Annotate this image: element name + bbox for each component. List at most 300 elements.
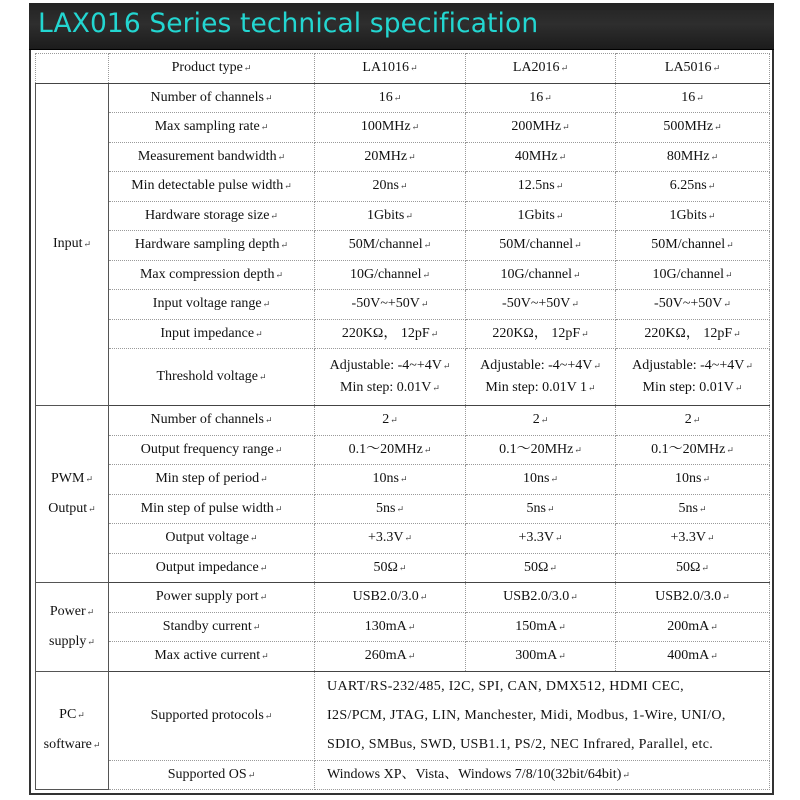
spec-value-cell-text: 400mA [667,648,710,664]
paragraph-mark-icon: ↵ [264,710,273,721]
header-row [36,54,770,84]
paragraph-mark-icon: ↵ [420,299,429,310]
spec-label-cell-text: Hardware sampling depth [134,237,280,253]
threshold-line [317,377,463,399]
spec-label-cell-text: Max compression depth [139,266,275,282]
section-label [36,406,109,583]
spec-value-cell [315,435,466,465]
spec-table [35,53,770,790]
paragraph-mark-icon: ↵ [407,621,416,632]
paragraph-mark-icon: ↵ [399,474,408,485]
spec-value-cell [466,435,616,465]
paragraph-mark-icon: ↵ [554,533,563,544]
spec-value-cell [616,435,770,465]
spec-value-cell [616,406,770,436]
paragraph-mark-icon: ↵ [555,181,564,192]
section-label-text: supply [49,633,87,649]
section-label-text: PC [59,707,77,723]
spec-label-cell-text: Max active current [154,648,261,664]
paragraph-mark-icon: ↵ [574,444,582,455]
paragraph-mark-icon: ↵ [411,122,420,133]
threshold-line [618,355,767,377]
paragraph-mark-icon: ↵ [714,122,722,133]
paragraph-mark-icon: ↵ [546,503,555,514]
spec-value-cell-text: 300mA [515,648,558,664]
spec-value-cell [616,553,770,583]
spec-value-cell-text: 5ns [526,500,546,516]
table-row [36,494,770,524]
spec-value-cell [315,583,466,613]
spec-label-cell-text: Standby current [162,618,252,634]
spec-value-cell [315,231,466,261]
spec-value-cell [315,642,466,672]
spec-label-cell [109,113,315,143]
spec-value-cell [466,113,616,143]
spec-value-cell [616,612,770,642]
table-row [36,760,770,790]
threshold-line [317,355,463,377]
spec-value-cell [616,113,770,143]
spec-value-cell [466,583,616,613]
spec-value-cell-text: USB2.0/3.0 [352,589,419,605]
paragraph-mark-icon: ↵ [723,299,731,310]
table-row [36,524,770,554]
spec-value-cell [466,349,616,406]
section-label-line [38,597,106,627]
paragraph-mark-icon: ↵ [83,239,92,250]
spec-value-cell [466,260,616,290]
paragraph-mark-icon: ↵ [593,361,601,371]
spec-value-cell-text: 20ns [372,178,399,194]
table-row [36,583,770,613]
paragraph-mark-icon: ↵ [581,328,589,339]
paragraph-mark-icon: ↵ [570,592,578,603]
section-label [36,83,109,406]
section-label-text: PWM [51,471,85,486]
spec-value-cell [616,201,770,231]
spec-value-cell-text: -50V~+50V [351,296,420,312]
threshold-line [468,355,613,377]
spec-label-cell-text: Min detectable pulse width [131,178,284,194]
spec-value-cell [616,642,770,672]
paragraph-mark-icon: ↵ [396,503,404,514]
spec-value-cell [315,524,466,554]
spec-value-cell [466,406,616,436]
paragraph-mark-icon: ↵ [390,415,398,426]
paragraph-mark-icon: ↵ [698,503,707,514]
spec-value-cell [315,201,466,231]
spec-value-cell-text: 150mA [515,618,558,634]
spec-value-cell [315,406,466,436]
section-label [36,671,109,790]
paragraph-mark-icon: ↵ [86,606,95,617]
paragraph-mark-icon: ↵ [540,415,549,426]
paragraph-mark-icon: ↵ [442,361,451,371]
threshold-text: Min step: 0.01V [340,380,432,395]
paragraph-mark-icon: ↵ [398,562,407,573]
spec-value-cell-text: 10ns [523,471,550,487]
spec-value-cell-text: 1Gbits [669,207,707,223]
spec-value-cell [466,319,616,349]
spec-value-cell-text: 16 [529,89,544,105]
paragraph-mark-icon: ↵ [408,151,416,162]
table-row [36,435,770,465]
spec-value-cell-text: 100MHz [360,119,411,135]
spec-value-cell [315,612,466,642]
paragraph-mark-icon: ↵ [734,383,743,393]
spec-value-cell [315,465,466,495]
table-row [36,172,770,202]
paragraph-mark-icon: ↵ [259,562,268,573]
protocol-list-cell [315,671,770,760]
spec-value-cell [616,583,770,613]
paragraph-mark-icon: ↵ [87,636,95,647]
spec-label-cell [109,290,315,320]
paragraph-mark-icon: ↵ [701,562,709,573]
spec-value-cell [466,172,616,202]
paragraph-mark-icon: ↵ [260,474,268,485]
header-label-cell [109,54,315,84]
section-label-text: software [43,737,92,753]
spec-value-cell-text: 6.25ns [669,178,707,194]
spec-label-cell [109,583,315,613]
spec-value-cell [616,319,770,349]
paragraph-mark-icon: ↵ [258,372,267,382]
section-label-line [38,700,106,730]
spec-value-cell [315,553,466,583]
paragraph-mark-icon: ↵ [560,63,569,74]
table-row [36,671,770,760]
section-label-text: Output [48,501,88,516]
paragraph-mark-icon: ↵ [262,299,271,310]
spec-label-cell-text: Number of channels [150,89,264,105]
spec-label-cell [109,201,315,231]
section-label-line [38,464,106,494]
paragraph-mark-icon: ↵ [558,621,566,632]
table-row [36,319,770,349]
paragraph-mark-icon: ↵ [422,269,431,280]
table-row [36,465,770,495]
spec-value-cell-text: 1Gbits [367,207,405,223]
paragraph-mark-icon: ↵ [558,151,567,162]
spec-value-cell [466,83,616,113]
paragraph-mark-icon: ↵ [555,210,564,221]
table-row [36,553,770,583]
spec-label-cell [109,760,315,790]
spec-value-cell-text: 40MHz [514,148,558,164]
spec-value-cell-text: 260mA [364,648,407,664]
spec-label-cell-text: Measurement bandwidth [137,148,277,164]
protocol-line: UART/RS-232/485, I2C, SPI, CAN, DMX512, HDMI CEC, [327,679,685,694]
paragraph-mark-icon: ↵ [710,651,718,662]
spec-label-cell [109,435,315,465]
paragraph-mark-icon: ↵ [399,181,408,192]
spec-value-cell [315,260,466,290]
spec-value-cell-text: 2 [684,412,692,428]
section-label-line [38,494,106,524]
paragraph-mark-icon: ↵ [277,151,286,162]
spec-value-cell-text: 0.1～20MHz [499,441,574,457]
spec-label-cell [109,319,315,349]
spec-value-cell-text: 220KΩ， 12pF [644,325,733,341]
spec-value-cell-text: 0.1～20MHz [651,441,726,457]
spec-value-cell-text: +3.3V [670,530,706,546]
spec-value-cell [616,172,770,202]
paragraph-mark-icon: ↵ [702,474,710,485]
paragraph-mark-icon: ↵ [724,269,733,280]
spec-value-cell [315,113,466,143]
paragraph-mark-icon: ↵ [549,562,557,573]
spec-label-cell-text: Supported protocols [150,707,264,723]
paragraph-mark-icon: ↵ [572,269,581,280]
spec-label-cell [109,83,315,113]
model-header-cell [315,54,466,84]
table-row [36,201,770,231]
paragraph-mark-icon: ↵ [588,383,596,393]
spec-value-cell-text: 200MHz [511,119,562,135]
spec-label-cell [109,671,315,760]
paragraph-mark-icon: ↵ [85,474,93,484]
section-label [36,583,109,672]
paragraph-mark-icon: ↵ [92,740,101,751]
spec-value-cell-text: 200mA [667,618,710,634]
spec-value-cell [315,290,466,320]
paragraph-mark-icon: ↵ [393,92,402,103]
paragraph-mark-icon: ↵ [571,299,579,310]
paragraph-mark-icon: ↵ [707,210,716,221]
spec-value-cell-text: 16 [378,89,393,105]
threshold-text: Adjustable: -4~+4V [480,358,593,373]
paragraph-mark-icon: ↵ [419,592,428,603]
threshold-line [468,377,613,399]
paragraph-mark-icon: ↵ [247,769,256,780]
paragraph-mark-icon: ↵ [407,651,416,662]
threshold-text: Adjustable: -4~+4V [329,358,442,373]
paragraph-mark-icon: ↵ [622,769,630,780]
paragraph-mark-icon: ↵ [726,444,734,455]
model-header-cell [466,54,616,84]
section-label-line [38,627,106,657]
paragraph-mark-icon: ↵ [264,415,273,426]
spec-value-cell [315,494,466,524]
paragraph-mark-icon: ↵ [706,533,715,544]
os-value-cell [315,760,770,790]
spec-label-cell-text: Power supply port [155,589,259,605]
spec-value-cell-text: 0.1～20MHz [348,441,423,457]
table-row [36,83,770,113]
model-header-cell-text: LA5016 [664,60,712,76]
spec-value-cell [466,142,616,172]
model-header-cell-text: LA1016 [362,60,410,76]
spec-label-cell-text: Output voltage [165,530,250,546]
spec-value-cell [466,494,616,524]
spec-value-cell-text: 50M/channel [499,237,574,253]
spec-value-cell [466,642,616,672]
protocol-line: I2S/PCM, JTAG, LIN, Manchester, Midi, Modbus, 1-Wire, UNI/O, [327,708,726,723]
corner-cell [36,54,109,84]
spec-value-cell-text: 50Ω [524,559,549,575]
paragraph-mark-icon: ↵ [260,122,269,133]
spec-label-cell [109,349,315,406]
threshold-text: Adjustable: -4~+4V [632,358,745,373]
spec-value-cell-text: 80MHz [666,148,710,164]
paragraph-mark-icon: ↵ [423,240,432,251]
spec-value-cell [616,290,770,320]
spec-label-cell [109,172,315,202]
paragraph-mark-icon: ↵ [696,92,704,103]
spec-label-cell-text: Number of channels [150,412,264,428]
paragraph-mark-icon: ↵ [430,328,439,339]
spec-value-cell-text: 50Ω [676,559,701,575]
spec-value-cell [616,524,770,554]
paragraph-mark-icon: ↵ [259,592,268,603]
spec-label-cell-text: Min step of period [155,471,260,487]
table-row [36,612,770,642]
paragraph-mark-icon: ↵ [275,269,284,280]
spec-value-cell-text: 50M/channel [348,237,423,253]
spec-label-cell [109,524,315,554]
spec-label-cell [109,465,315,495]
spec-value-cell [466,465,616,495]
spec-value-cell-text: 10ns [675,471,702,487]
paragraph-mark-icon: ↵ [726,240,734,251]
paragraph-mark-icon: ↵ [745,361,753,371]
spec-label-cell [109,231,315,261]
paragraph-mark-icon: ↵ [274,503,283,514]
spec-value-cell-text: USB2.0/3.0 [655,589,722,605]
spec-label-cell [109,494,315,524]
table-row [36,349,770,406]
spec-value-cell-text: USB2.0/3.0 [503,589,570,605]
paragraph-mark-icon: ↵ [274,444,283,455]
spec-value-cell [616,83,770,113]
paragraph-mark-icon: ↵ [550,474,558,485]
spec-value-cell-text: 16 [681,89,696,105]
paragraph-mark-icon: ↵ [404,533,413,544]
spec-value-cell [616,260,770,290]
spec-value-cell [466,201,616,231]
paragraph-mark-icon: ↵ [710,621,718,632]
spec-value-cell-text: 20MHz [364,148,408,164]
spec-label-cell-text: Min step of pulse width [140,500,274,516]
spec-value-cell-text: 50M/channel [651,237,726,253]
spec-label-cell-text: Supported OS [167,766,247,782]
paragraph-mark-icon: ↵ [264,92,273,103]
spec-value-cell-text: 2 [382,412,390,428]
table-row [36,290,770,320]
paragraph-mark-icon: ↵ [712,63,721,74]
paragraph-mark-icon: ↵ [284,181,292,192]
spec-value-cell [616,231,770,261]
paragraph-mark-icon: ↵ [692,415,701,426]
spec-value-cell-text: +3.3V [518,530,554,546]
spec-value-cell-text: 500MHz [663,119,714,135]
spec-label-cell [109,612,315,642]
paragraph-mark-icon: ↵ [243,63,252,74]
spec-value-cell-text: 12.5ns [517,178,555,194]
spec-label-cell-text: Output impedance [155,559,259,575]
spec-label-cell-text: Input voltage range [152,296,262,312]
spec-value-cell-text: 220KΩ， 12pF [492,325,581,341]
spec-value-cell-text: 130mA [364,618,407,634]
section-label-text: Input [52,236,83,252]
spec-value-cell-text: 220KΩ， 12pF [341,325,430,341]
table-row [36,113,770,143]
paragraph-mark-icon: ↵ [733,328,741,339]
paragraph-mark-icon: ↵ [405,210,413,221]
spec-value-cell [315,142,466,172]
paragraph-mark-icon: ↵ [722,592,730,603]
spec-value-cell-text: 10G/channel [500,266,572,282]
paragraph-mark-icon: ↵ [574,240,582,251]
paragraph-mark-icon: ↵ [255,328,263,339]
threshold-text: Min step: 0.01V 1 [485,380,588,395]
spec-value-cell [616,494,770,524]
os-value-cell-text: Windows XP、Vista、Windows 7/8/10(32bit/64bit) [327,766,622,782]
spec-value-cell [466,553,616,583]
spec-value-cell-text: 10G/channel [349,266,422,282]
spec-value-cell [315,172,466,202]
paragraph-mark-icon: ↵ [423,444,432,455]
table-row [36,406,770,436]
spec-label-cell [109,260,315,290]
paragraph-mark-icon: ↵ [432,383,440,393]
section-label-line [38,229,106,259]
model-header-cell [616,54,770,84]
paragraph-mark-icon: ↵ [88,504,96,514]
spec-label-cell [109,642,315,672]
spec-label-cell-text: Threshold voltage [156,369,258,384]
spec-value-cell [466,524,616,554]
threshold-text: Min step: 0.01V [642,380,734,395]
spec-value-cell [616,349,770,406]
paragraph-mark-icon: ↵ [562,122,570,133]
model-header-cell-text: LA2016 [512,60,560,76]
paragraph-mark-icon: ↵ [544,92,552,103]
spec-label-cell-text: Hardware storage size [145,207,270,223]
spec-value-cell-text: 10G/channel [652,266,724,282]
section-label-text: Power [49,603,86,619]
paragraph-mark-icon: ↵ [710,151,719,162]
spec-value-cell [315,83,466,113]
spec-label-cell [109,553,315,583]
paragraph-mark-icon: ↵ [270,210,278,221]
spec-value-cell [466,290,616,320]
spec-value-cell [616,142,770,172]
paragraph-mark-icon: ↵ [77,710,85,721]
frame-bottom-rule [29,793,774,795]
spec-value-cell-text: 1Gbits [517,207,555,223]
spec-value-cell [315,319,466,349]
spec-value-cell-text: +3.3V [367,530,404,546]
spec-value-cell [466,612,616,642]
paragraph-mark-icon: ↵ [558,651,566,662]
paragraph-mark-icon: ↵ [707,181,716,192]
paragraph-mark-icon: ↵ [250,533,258,544]
spec-value-cell-text: 2 [532,412,540,428]
paragraph-mark-icon: ↵ [252,621,261,632]
spec-value-cell-text: 50Ω [373,559,398,575]
paragraph-mark-icon: ↵ [280,240,289,251]
paragraph-mark-icon: ↵ [261,651,269,662]
table-row [36,260,770,290]
spec-label-cell-text: Max sampling rate [154,119,260,135]
spec-value-cell-text: 5ns [678,500,698,516]
threshold-line [618,377,767,399]
table-row [36,142,770,172]
spec-value-cell-text: -50V~+50V [502,296,571,312]
header-label-cell-text: Product type [171,60,243,76]
